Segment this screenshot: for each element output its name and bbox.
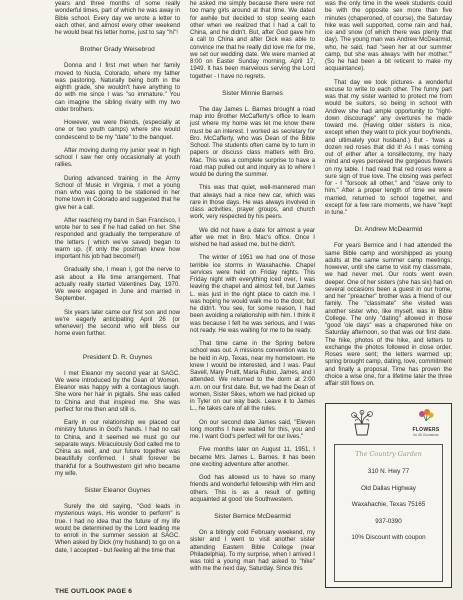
paragraph: The winter of 1951 we had one of those terrible ice storms in Waxahachie. Chapel services were held on Friday nights. This Friday night with everything iced over, I was leaving the chapel and almost fell, but James L. was just in the right place to catch me. I was hoping he would walk me to the door, but he didn't. You see, for some reason, I had been avoiding a relationship with him. I think it was because I felt he was serious, and I was not ready. He was waiting for me to be ready. bbox=[190, 254, 315, 334]
paragraph: That day we took pictures- a wonderful excuse to write to each other. The funny part was that my sister wanted to protect me from would be suitors, so being in school with Andrew she had ample opportunity to "right-down discourage" any overtures he made toward me. (Having older sisters is nice, except when they want to pick your boyfriends, and ultimately your husband.) But - 'twas a dozen red roses that did it! As I was coming out of either after a tonsillectomy, my hazy mind and eyes perceived the gorgeous flowers on my table. I had read that red roses were a sure sign of true love. The closing was perfect for - I "forsook all other," and "clave only to him." After a proper length of time we were married, returned to school together, and except for a few rare moments, we have "kept in tune." bbox=[325, 78, 452, 216]
shop-discount: 10% Discount with coupon bbox=[351, 534, 426, 542]
paragraph: years and three months of some really wonderful times, part of which he was away in Bible school. Every day we wrote a letter to each other, and almost every other weekend he would beat his letter home, just to say "hi"! bbox=[55, 0, 180, 36]
paragraph: However, we were friends, (especially at one or two youth camps) where she would condescend to be my "date" to the banquet. bbox=[55, 119, 180, 141]
paragraph: he asked me simply because there were not too many girls around at that time. We dated for awhile but decided to stop seeing each other when we realized that I had a call to China, and he didn't. But, after God gave him a call to China and after Dick was able to convince me that he really did love me for me, we set our wedding date. We were married at 8:00 on Easter Sunday morning, April 17, 1949. It has been marvelous serving the Lord together - I have no regrets. bbox=[190, 0, 315, 80]
shop-details bbox=[334, 444, 443, 582]
paragraph: Early in our relationship we placed our ministry futures in God's hands. I had no call to China, and it seemed we must go our separate ways. Miraculously God called me to China as well, and our future together was beautifully confirmed. I shall forever be thankful for a Southwestern girl who became my wife. bbox=[55, 419, 180, 477]
shop-phone: 937-0390 bbox=[375, 517, 402, 525]
page-footer: THE OUTLOOK PAGE 6 bbox=[55, 588, 133, 595]
section-heading-andrew-mcdearmid: Dr. Andrew McDearmid bbox=[354, 226, 423, 234]
paragraph: This was that quiet, well-mannered man that always had a nice new car, which was rare in those days. He was always involved in class activities, prayer groups, and church work, very respected by his peers. bbox=[190, 184, 315, 221]
column-left bbox=[55, 0, 180, 554]
flowers-subtitle: for All Occasions bbox=[413, 433, 439, 437]
shop-address-line1: 310 N. Hwy 77 bbox=[367, 468, 410, 475]
flowers-logo bbox=[406, 408, 446, 438]
paragraph: That time came in the Spring before school was out. A missions convention was to be held in Arp, Texas, near my hometown. He knew I would be interested, and I was. Paul Savell, Mary Pruitt, Maria Rubio, James, and I attended. We returned to the dorm at 2:00 a.m. on our first date. But, we had the Dean of women, Sister Sikes, whom we had picked up in Tyler on our way back. Leave it to James L., he takes care of all the rules. bbox=[190, 340, 315, 413]
paragraph: The day James L. Barnes brought a road map into Brother McCafferty's office to learn just where my home was let me know there must be an interest. I worked as secretary for Bro. McCafferty, who was Dean of the Bible School. The students often came by to turn in papers or discuss class matters with Bro. Mac. This was a complete surprise to have a road map pulled out and inquiry as to where I would be during the summer. bbox=[190, 105, 315, 178]
paragraph: During advanced training in the Army School of Music in Virginia, I met a young man who was going to be stationed in her home town in Colorado and suggested that he give her a call. bbox=[55, 174, 180, 211]
column-right bbox=[325, 0, 452, 387]
section-heading-grady-weisebrod: Brother Grady Weisebrod bbox=[80, 46, 155, 54]
paragraph: We did not have a date for almost a year after we met in Bro. Mac's office. Once I wished he had asked me, but he didn't. bbox=[190, 226, 315, 248]
paragraph: After moving during my junior year in high school I saw her only occasionally at youth rallies. bbox=[55, 146, 180, 169]
column-middle bbox=[190, 0, 315, 573]
paragraph: I met Eleanor my second year at SAGC. We were introduced by the Dean of Women. Eleanor was happy with a contagious laugh. She wore her hair in pigtails. She was called to China and that inspired me. She was perfect for me then and still is. bbox=[55, 369, 180, 413]
paragraph: Gradually she, I mean I, got the nerve to ask about a life time arrangement. That actually really started Valentines Day, 1970. We were engaged in June and married in September. bbox=[55, 266, 180, 303]
flower-shop-advertisement bbox=[325, 403, 452, 588]
shop-name: The Country Garden bbox=[355, 450, 422, 458]
section-heading-dr-guynes: President D. R. Guynes bbox=[82, 353, 153, 361]
section-heading-minnie-barnes: Sister Minnie Barnes bbox=[222, 89, 283, 97]
paragraph: For years Bernice and I had attended the same Bible camp and worshipped as young adults at the same summer camp meetings; however, until she came to visit my classmate, we had never met. Our roots went even deeper. One of her sisters (she has six) had on several occasions been a guest in our home, and her "preacher" brother was a friend of our family. The "classmate" she visited was another sister who, like myself, was in Bible College. The only "dating" allowed in those "good 'ole days" was a chaperoned hike on Saturday afternoon, so that was our first date. The hike, photos of the hike, and letters to exchange the photos followed in close order. Roses were sent; the letters warmed up; spring brought camp, dating, love, commitment and finally a proposal. Time has proven the choice a wise one, for a lifetime later the three affair still flows on. bbox=[325, 242, 452, 387]
shop-address-line2: Old Dallas Highway bbox=[361, 484, 416, 492]
flowers-title: FLOWERS bbox=[412, 427, 440, 433]
paragraph: Five months later on August 11, 1951, I became Mrs. James L. Barnes. It has been one exciting adventure after another. bbox=[190, 446, 315, 468]
paragraph: Surely the old saying, "God leads in mysterious ways, His wonder to perform" is true. I had no idea that the future of my life would be determined by the Lord leading me to enroll in the summer session at SAGC. When asked by Dick (my husband) to go on a date, I accepted - but feeling all the time that bbox=[55, 503, 180, 554]
flower-pot-icon bbox=[346, 410, 378, 436]
paragraph: Six years later came our first son and now we're eagerly anticipating April 26 (or whenever) the second who will bless our home even further. bbox=[55, 308, 180, 338]
shop-city: Waxahachie, Texas 75165 bbox=[351, 501, 426, 509]
paragraph: Donna and I first met when her family moved to Nucla, Colorado, where my father was pastoring. Naturally being both in the eighth grade, she wouldn't have anything to do with me since I was "so immature." You can imagine the sibling rivalry with my two older brothers. bbox=[55, 62, 180, 113]
paragraph: On a bitingly cold February weekend, my sister and I went to visit another sister attending Eastern Bible College (near Philadelphia). To my surprise, when I arrived I was told a young man had asked to "hike" with me the next day, Saturday. Since this bbox=[190, 529, 315, 573]
flower-bouquet-icon bbox=[415, 408, 437, 422]
section-heading-eleanor-guynes: Sister Eleanor Guynes bbox=[84, 487, 151, 494]
paragraph: God has allowed us to have so many friends and wonderful fellowship with Him and others. This is as a result of getting acquainted at good 'ole Southwestern. bbox=[190, 474, 315, 503]
paragraph: On our second date James said, "Eleven long months I have waited for this, you and me. I want God's perfect will for our lives." bbox=[190, 418, 315, 440]
section-heading-bernice-mcdearmid: Sister Bernice McDearmid bbox=[214, 513, 291, 520]
paragraph: After reaching my band in San Francisco, I wrote her to see if he had called on her. She responded and gradually the temperature of the letters ( which we've saved) began to warm up. (If only the postman knew how important his job had become!!) bbox=[55, 216, 180, 260]
paragraph: was the only time in the week students could be with the opposite sex more than five minutes (chaperoned, of course), the Saturday hike was well supported, come rain and hail, ice and snow (of which there was plenty that day). The young man was Andrew McDearmid, who, he said, had "seen her at our summer camp, but she was always 'with her mother.'" (So he had been a bit reticent to make my acquaintance). bbox=[325, 0, 452, 73]
